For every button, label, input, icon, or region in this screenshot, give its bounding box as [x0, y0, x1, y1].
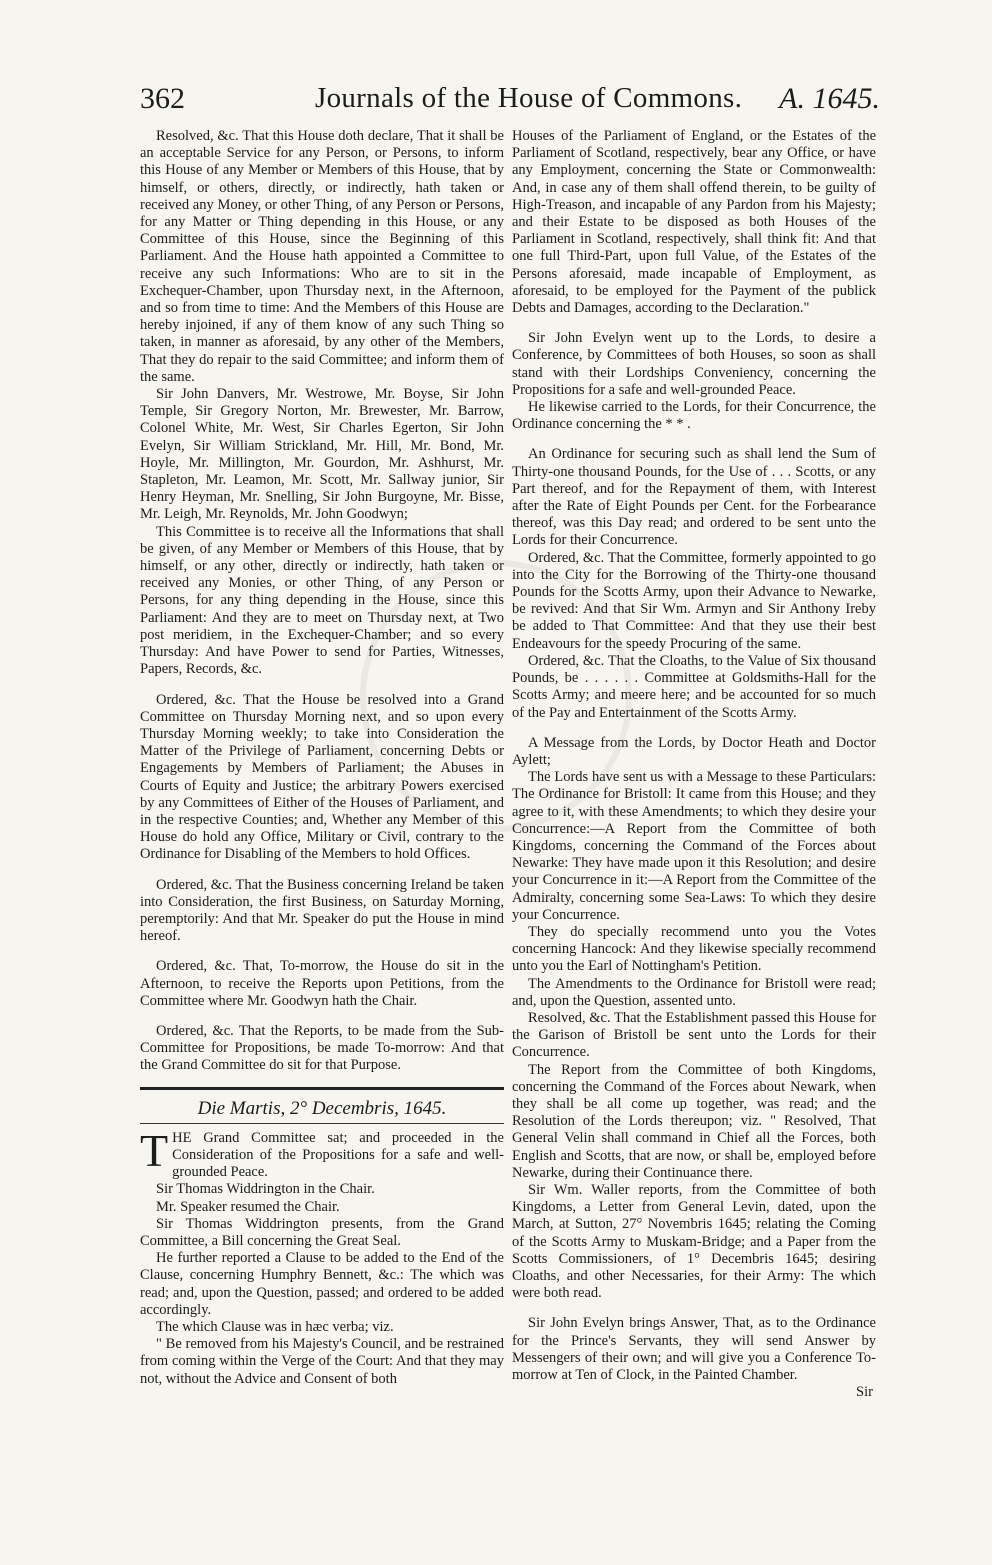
order-cloaths: Ordered, &c. That the Cloaths, to the Value of Six thousand Pounds, be . . . . . . Committee at Goldsmiths-Hall for the Scotts Army; and meere here; and be accounted for so much of the Pay and Entertainment of the Scotts Army.	[512, 652, 876, 721]
lords-recommendation: They do specially recommend unto you the Votes concerning Hancock: And they likewise specially recommend unto you the Earl of Nottingham's Petition.	[512, 923, 876, 975]
resolved-bristoll: Resolved, &c. That the Establishment passed this House for the Garison of Bristoll be sent unto the Lords for their Concurrence.	[512, 1009, 876, 1061]
drop-cap: T	[140, 1124, 169, 1176]
conference-request: Sir John Evelyn went up to the Lords, to desire a Conference, by Committees of both Houses, so soon as shall stand with their Lordships Conveniency, concerning the Propositions for a safe and well-grounded Peace.	[512, 330, 876, 398]
clause-intro: The which Clause was in hæc verba; viz.	[156, 1319, 394, 1335]
chair-note: Sir Thomas Widdrington in the Chair.	[156, 1181, 375, 1198]
dateline: Die Martis, 2° Decembris, 1645.	[197, 1097, 447, 1119]
lords-message: The Lords have sent us with a Message to these Particulars: The Ordinance for Bristoll: It came from this House; and they agree to it, with these Amendments; to which they desire your Concurrence:—A Report from the Committee of both Kingdoms, concerning the Command of the Forces about Newarke: They have made upon it this Resolution; and desire your Concurrence in it:—A Report from the Committee of the Admiralty, concerning some Sea-Laws: To which they desire your Concurrence.	[512, 769, 876, 923]
bristoll-amendments: The Amendments to the Ordinance for Bristoll were read; and, upon the Question, assented unto.	[512, 975, 876, 1009]
running-title: Journals of the House of Commons.	[315, 82, 743, 114]
newark-report: The Report from the Committee of both Kingdoms, concerning the Command of the Forces about Newark, when they shall be all come up together, was read; and the Resolution of the Lords thereupon; viz. " Resolved, That General Velin shall command in Chief all the Forces, both English and Scotts, that are now, or shall be, employed before Newarke, during their Continuance there.	[512, 1061, 876, 1181]
grand-committee-paragraph	[140, 1124, 504, 1182]
grand-committee-text: HE Grand Committee sat; and proceeded in the Consideration of the Propositions for a safe and well-grounded Peace.	[172, 1129, 504, 1181]
committee-remit: This Committee is to receive all the Informations that shall be given, of any Member or Members of this House, that by himself, or any other, directly or indirectly, hath taken or received any Monies, or other Thing, of any Person or Persons, for any thing depending in the House, since this Parliament: And they are to meet on Thursday next, at Two post meridiem, in the Exchequer-Chamber; and so every Thursday: And have Power to send for Parties, Witnesses, Papers, Records, &c.	[140, 523, 504, 678]
great-seal-bill: Sir Thomas Widdrington presents, from the Grand Committee, a Bill concerning the Great Seal.	[140, 1215, 504, 1249]
page-number: 362	[140, 82, 185, 115]
clause-text: " Be removed from his Majesty's Council, and be restrained from coming within the Verge of the Court: And that they may not, without the Advice and Consent of both	[140, 1336, 504, 1387]
order-borrowing-committee: Ordered, &c. That the Committee, formerly appointed to go into the City for the Borrowing of the Thirty-one thousand Pounds for the Scotts Army, upon their Advance to Newarke, be revived: And that Sir Wm. Armyn and Sir Anthony Ireby be added to That Committee: And that they use their best Endeavours for the speedy Procuring of the same.	[512, 549, 876, 652]
resolution-paragraph: Resolved, &c. That this House doth declare, That it shall be an acceptable Service for any Person, or Persons, to inform this House of any Member or Members of this House, that by himself, or others, directly, or indirectly, hath taken or received any Money, or other Thing, of any Person or Persons, for any Matter or Thing depending in this House, or any Committee of this House, since the Beginning of this Parliament. And the House hath appointed a Committee to receive any such Informations: Who are to sit in the Exchequer-Chamber, upon Thursday next, in the Afternoon, and so from time to time: And the Members of this House are hereby injoined, if any of them know of any such Thing so taken, in manner as aforesaid, by any other of the Members, That they do repair to the said Committee; and inform them of the same.	[140, 128, 504, 385]
clause-continuation: Houses of the Parliament of England, or the Estates of the Parliament of Scotland, respectively, bear any Office, or have any Employment, concerning the State or Commonwealth: And, in case any of them shall offend therein, to be guilty of High-Treason, and incapable of any Pardon from his Majesty; and their Estate to be disposed as both Houses of the Parliament in Scotland, respectively, shall think fit: And that one full Third-Part, upon full Value, of the Estates of the Persons aforesaid, made incapable of Employment, as aforesaid, to be employed for the Payment of the publick Debts and Damages, according to the Declaration."	[512, 128, 876, 317]
evelyn-answer: Sir John Evelyn brings Answer, That, as to the Ordinance for the Prince's Servants, they will send Answer by Messengers of their own; and will give you a Conference To-morrow at Ten of Clock, in the Painted Chamber.	[512, 1315, 876, 1384]
dateline-rule	[140, 1123, 504, 1124]
ordinance-scotts-loan: An Ordinance for securing such as shall lend the Sum of Thirty-one thousand Pounds, for the Use of . . . Scotts, or any Part thereof, and for the Repayment of them, with Interest after the Rate of Eight Pounds per Cent. for the Forbearance thereof, was this Day read; and ordered to be sent unto the Lords for their Concurrence.	[512, 446, 876, 549]
order-grand-committee: Ordered, &c. That the House be resolved into a Grand Committee on Thursday Morning next, and so upon every Thursday Morning weekly; to take into Consideration the Matter of the Privilege of Parliament, concerning Debts or Engagements by Members of Parliament; the Abuses in Courts of Equity and Justice; the arbitrary Powers exercised by any Committees of Either of the Houses of Parliament, and in the respective Counties; and, Whether any Member of this House do hold any Office, Military or Civil, contrary to the Ordinance for Disabling of the Members to hold Offices.	[140, 691, 504, 863]
speaker-note: Mr. Speaker resumed the Chair.	[156, 1198, 340, 1215]
section-rule	[140, 1087, 504, 1090]
order-ireland: Ordered, &c. That the Business concerning Ireland be taken into Consideration, the first Business, on Saturday Morning, peremptorily: And that Mr. Speaker do put the House in mind hereof.	[140, 876, 504, 945]
order-petitions: Ordered, &c. That, To-morrow, the House do sit in the Afternoon, to receive the Reports upon Petitions, from the Committee where Mr. Goodwyn hath the Chair.	[140, 958, 504, 1009]
order-reports: Ordered, &c. That the Reports, to be made from the Sub-Committee for Propositions, be made To-morrow: And that the Grand Committee do sit for that Purpose.	[140, 1022, 504, 1074]
clause-report: He further reported a Clause to be added to the End of the Clause, concerning Humphry Bennett, &c.: The which was read; and, upon the Question, passed; and ordered to be added accordingly.	[140, 1250, 504, 1318]
committee-members: Sir John Danvers, Mr. Westrowe, Mr. Boyse, Sir John Temple, Sir Gregory Norton, Mr. Brewester, Mr. Barrow, Colonel White, Mr. West, Sir Charles Egerton, Sir John Evelyn, Sir William Strickland, Mr. Hill, Mr. Bond, Mr. Hoyle, Mr. Millington, Mr. Gourdon, Mr. Ashhurst, Mr. Stapleton, Mr. Leamon, Mr. Scott, Mr. Sallway junior, Sir Henry Heyman, Mr. Snelling, Sir John Burgoyne, Mr. Bisse, Mr. Leigh, Mr. Reynolds, Mr. John Goodwyn;	[140, 386, 504, 523]
catchword: Sir	[856, 1384, 873, 1400]
waller-report: Sir Wm. Waller reports, from the Committee of both Kingdoms, a Letter from General Levin, dated, upon the March, at Sutton, 27° Novembris 1645; relating the Coming of the Scotts Army to Muskam-Bridge; and a Paper from the Scotts Commissioners, of 1° Decembris 1645; desiring Cloaths, and other Necessaries, for their Army: The which were both read.	[512, 1181, 876, 1302]
header-year: A. 1645.	[779, 82, 880, 115]
lords-message-intro: A Message from the Lords, by Doctor Heath and Doctor Aylett;	[512, 734, 876, 768]
running-header	[140, 82, 880, 126]
ordinance-carried: He likewise carried to the Lords, for their Concurrence, the Ordinance concerning the * * .	[512, 399, 876, 433]
